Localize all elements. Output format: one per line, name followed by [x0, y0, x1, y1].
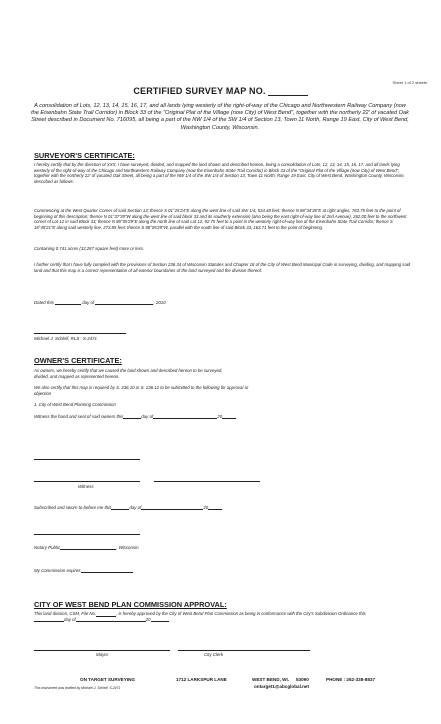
witness-year-blank — [222, 418, 236, 419]
dated-month-blank — [95, 304, 153, 305]
dated-day-of: day of — [82, 300, 95, 305]
notary-name-blank — [60, 549, 116, 550]
plan-day-of: day of — [64, 616, 76, 622]
mayor-label: Mayor — [96, 652, 109, 657]
plan-year-blank — [151, 621, 169, 622]
footer-city: WEST BEND, WI. — [252, 677, 290, 682]
commission-label: My Commission expires — [34, 568, 81, 573]
intro-description: A consolidation of Lots, 12, 13, 14, 15, 16, 17, and all lands lying westerly of the right-of-way of the Chicago and Northwestern Railway Company (now the Eisenbahn State Trail Corridor) in Block 33 of the "Original Plat of the Village (now City) of West Bend", together with the northerly 22' of vacated Oak Street described in Document No. 716095, all being a part of the NW 1/4 of the SW 1/4 of Section 13, Town 11 North, Range 19 East, City of West Bend, Washington County, Wisconsin. — [31, 103, 409, 131]
footer-address: 1712 LARKSPUR LANE — [176, 677, 227, 682]
owner-signature-line-1 — [34, 459, 140, 460]
surveyor-para-1: I hereby certify that by the direction of XXX, I have surveyed, divided, and mapped the land shown and described hereon, being a consolidation of Lots, 12, 13, 14, 15, 16, 17, and all lands lying westerly of the right-of-way of the Chicago and Northwestern Railway Company (now the Eisenbahn State Trail Corridor) in Block 33 of the "Original Plat of the Village (now City) of West Bend", together with the northerly 22' of vacated Oak Street, all being a part of the NW 1/4 of the SW 1/4 of Section 13, Town 11 North, Range 19 East, City of West Bend, Washington County, Wisconsin, described as follows: — [34, 162, 405, 184]
plan-year: 20 — [145, 616, 151, 622]
footer-drafted-by: This instrument was drafted by Michael J. Schleif, S-2471 — [34, 686, 121, 690]
subscribed-year: 20 — [203, 505, 209, 510]
plan-month-blank — [76, 621, 146, 622]
witness-year: 20 — [217, 414, 223, 419]
dated-label: Dated this — [34, 300, 54, 305]
owner-witness-line — [34, 414, 236, 419]
plan-heading: CITY OF WEST BEND PLAN COMMISSION APPROVAL: — [34, 600, 227, 609]
clerk-signature-line — [178, 650, 310, 651]
sheet-label: Sheet 1 of 2 sheets — [392, 80, 427, 85]
clerk-label: City Clerk — [204, 652, 224, 657]
footer-company: ON TARGET SURVEYING — [80, 677, 135, 682]
subscribed-text: Subscribed and sworn to before me this — [34, 505, 112, 510]
commission-blank — [81, 572, 133, 573]
owner-heading: OWNER'S CERTIFICATE: — [34, 356, 122, 365]
dated-year: , 2010 — [153, 300, 166, 305]
subscribed-day-of: day of — [129, 505, 142, 510]
owner-para-1: As owners, we hereby certify that we caused the land shown and described hereon to be surveyed, divided, and mapped as represented hereon. — [34, 368, 223, 379]
dated-day-blank — [55, 304, 81, 305]
witness-signature-line-2 — [154, 481, 260, 482]
notary-signature-line — [34, 534, 140, 535]
witness-signature-line-1 — [34, 481, 140, 482]
signer-name: Michael J. Schleif, RLS — [34, 336, 80, 341]
plan-text-part1: This land division, CSM, File No. — [34, 611, 97, 616]
footer-email[interactable]: ontarget1@abcglobal.net — [254, 684, 310, 689]
owner-para-2: We also certify that this map is required by S. 236.10 or S. 236.12 to be submitted to the following for approval or objection — [34, 385, 249, 396]
notary-line — [34, 545, 139, 550]
plan-text-part2: , is hereby approved by the City of West Bend Plan Commission as being in conformance with the City's Subdivision Ordinance this — [116, 611, 366, 616]
title-text: CERTIFIED SURVEY MAP NO. — [133, 86, 266, 96]
surveyor-para-3: Containing 0.741 acres (32,287 square feet) more or less. — [34, 246, 145, 251]
notary-label: Notary Public — [34, 545, 61, 550]
witness-month-blank — [153, 418, 217, 419]
surveyor-para-4: I further certify that I have fully complied with the provisions of Section 236.34 of Wisconsin Statutes and Chapter 18 of the City of West Bend Municipal Code in surveying, dividing, and mapping said land and that this map is a correct representation of all exterior boundaries of the land surveyed and the division thereof. — [34, 262, 411, 273]
mayor-signature-line — [34, 650, 170, 651]
plan-text — [34, 611, 394, 622]
footer-phone: PHONE : 262-338-8837 — [326, 677, 376, 682]
plan-day-blank — [34, 621, 64, 622]
surveyor-signature-line — [34, 333, 126, 334]
surveyor-signer — [34, 336, 97, 341]
notary-state: , Wisconsin — [116, 545, 139, 550]
commission-line — [34, 568, 133, 573]
witness-label: Witness — [78, 484, 94, 489]
footer-zip: 53090 — [296, 677, 309, 682]
subscribed-day-blank — [111, 509, 129, 510]
witness-text: Witness the hand and seal of said owners this — [34, 414, 124, 419]
surveyor-para-2: Commencing at the West Quarter Corner of said Section 13; thence S 01°25'24"E along the west line of said SW 1/4, 534.48 feet; thence N 88°34'36"E at right angles, 763.75 feet to the point of beginning of this description; thence N 01°37'39"W along the west line of said block 33 and its southerly extension (also being the east right-of-way line of 2nd Avenue), 262.00 feet to the northwest corner of Lot 12 in said Block 33; thence N 88°05'29"E along the north line of said Lot 12, 92.75 feet to a point in the westerly right-of-way line of the Eisenbahn State Trail Corridor; thence S 18°49'21"E along said westerly line, 273.85 feet; thence S 88°05'29"W, parallel with the south line of said Block 33, 163.71 feet to the point of beginning. — [34, 208, 407, 230]
surveyor-heading: SURVEYOR'S CERTIFICATE: — [34, 151, 135, 160]
witness-day-of: day of — [141, 414, 154, 419]
signer-number: S-2471 — [82, 336, 97, 341]
file-number-blank — [96, 616, 116, 617]
owner-item-1: 1. City of West Bend Planning Commission — [34, 402, 116, 407]
subscribed-month-blank — [141, 509, 203, 510]
dated-line — [34, 300, 166, 305]
document-title — [0, 86, 441, 96]
subscribed-year-blank — [208, 509, 222, 510]
witness-day-blank — [123, 418, 141, 419]
map-number-blank — [268, 88, 308, 96]
subscribed-line — [34, 505, 222, 510]
